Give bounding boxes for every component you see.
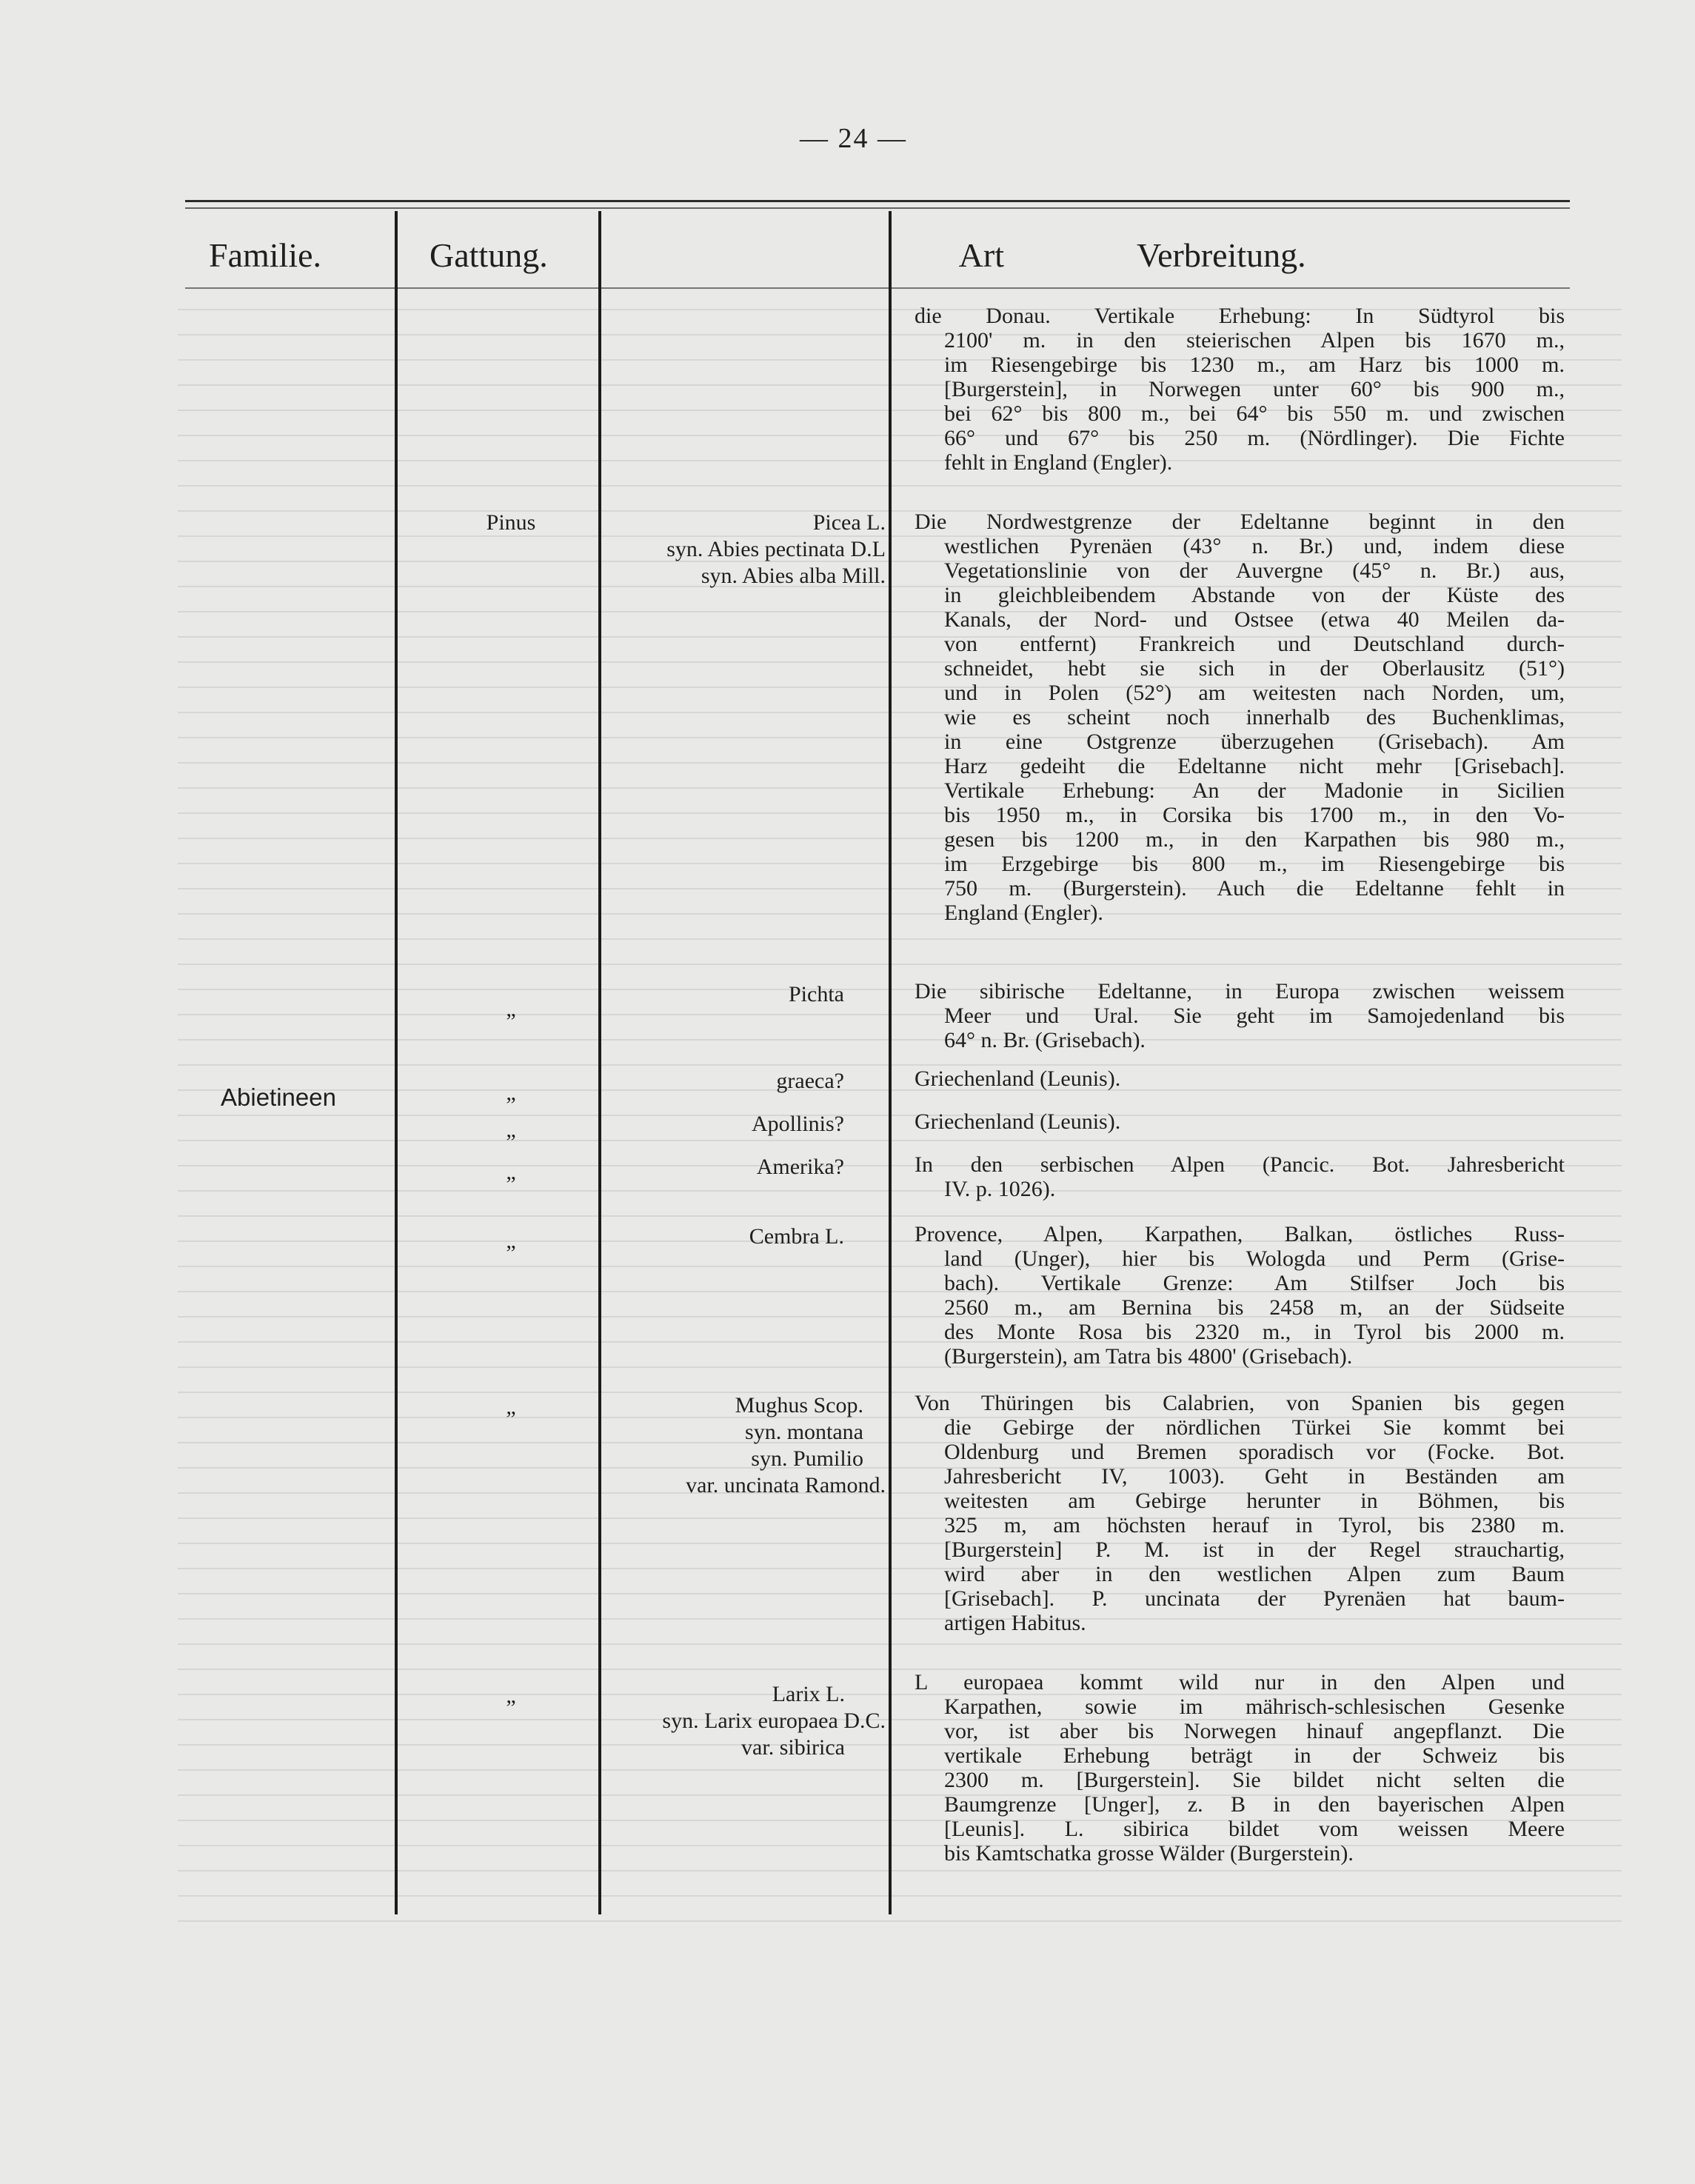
text-line: Griechenland (Leunis). <box>915 1066 1121 1091</box>
header-familie: Familie. <box>209 236 322 274</box>
genus-ditto: „ <box>506 1160 516 1184</box>
text-line: [Burgerstein] P. M. ist in der Regel strauchartig, <box>944 1537 1565 1562</box>
text-line: die Donau. Vertikale Erhebung: In Südtyrol bis <box>915 304 1565 328</box>
distribution-apollinis <box>915 1109 1565 1134</box>
genus-ditto: „ <box>506 1118 516 1142</box>
text-line: von entfernt) Frankreich und Deutschland durch- <box>944 632 1565 656</box>
text-line: bis 1950 m., in Corsika bis 1700 m., in den Vo- <box>944 803 1565 827</box>
text-line: 66° und 67° bis 250 m. (Nördlinger). Die Fichte <box>944 426 1565 450</box>
text-line: bis Kamtschatka grosse Wälder (Burgerstein). <box>944 1841 1354 1866</box>
text-line: im Erzgebirge bis 800 m., im Riesengebirge bis <box>944 852 1565 876</box>
species-line: Larix L. <box>772 1682 845 1706</box>
distribution-mughus <box>915 1391 1565 1635</box>
genus-ditto: „ <box>506 1683 516 1708</box>
species-line: Picea L. <box>812 510 886 535</box>
text-line: Die Nordwestgrenze der Edeltanne beginnt in den <box>915 510 1565 534</box>
distribution-amerika <box>915 1152 1565 1201</box>
text-line: in gleichbleibendem Abstande von der Küste des <box>944 583 1565 607</box>
genus-ditto: „ <box>506 1081 516 1105</box>
text-line: 750 m. (Burgerstein). Auch die Edeltanne fehlt in <box>944 876 1565 901</box>
species-line: var. sibirica <box>741 1735 845 1760</box>
text-line: land (Unger), hier bis Wologda und Perm (Grise- <box>944 1246 1565 1271</box>
text-line: schneidet, hebt sie sich in der Oberlausitz (51°) <box>944 656 1565 681</box>
distribution-fichte <box>915 304 1565 475</box>
text-line: Baumgrenze [Unger], z. B in den bayerischen Alpen <box>944 1792 1565 1817</box>
genus-ditto: „ <box>506 1395 516 1419</box>
text-line: 64° n. Br. (Grisebach). <box>944 1028 1146 1052</box>
text-line: IV. p. 1026). <box>944 1177 1056 1201</box>
distribution-cembra <box>915 1222 1565 1369</box>
text-line: L europaea kommt wild nur in den Alpen und <box>915 1670 1565 1694</box>
column-divider-3 <box>889 211 892 1914</box>
species-amerika: Amerika? <box>756 1155 844 1179</box>
text-line: in eine Ostgrenze überzugehen (Grisebach). Am <box>944 729 1565 754</box>
text-line: weitesten am Gebirge herunter in Böhmen, bis <box>944 1489 1565 1513</box>
text-line: [Leunis]. L. sibirica bildet vom weissen Meere <box>944 1817 1565 1841</box>
header-art: Art <box>958 236 1004 274</box>
text-line: 2560 m., am Bernina bis 2458 m, an der Südseite <box>944 1295 1565 1320</box>
species-larix <box>600 1681 889 1761</box>
distribution-graeca <box>915 1066 1565 1091</box>
text-line: 2100' m. in den steierischen Alpen bis 1670 m., <box>944 328 1565 353</box>
text-line: bei 62° bis 800 m., bei 64° bis 550 m. und zwischen <box>944 401 1565 426</box>
species-line: syn. Pumilio <box>751 1446 863 1471</box>
column-divider-2 <box>598 211 601 1914</box>
distribution-edeltanne <box>915 510 1565 925</box>
text-line: die Gebirge der nördlichen Türkei Sie kommt bei <box>944 1415 1565 1440</box>
column-divider-1 <box>395 211 398 1914</box>
text-line: wird aber in den westlichen Alpen zum Baum <box>944 1562 1565 1586</box>
text-line: artigen Habitus. <box>944 1611 1086 1635</box>
header-verbreitung: Verbreitung. <box>1137 236 1306 274</box>
text-line: Harz gedeiht die Edeltanne nicht mehr [Grisebach]. <box>944 754 1565 778</box>
text-line: Oldenburg und Bremen sporadisch vor (Focke. Bot. <box>944 1440 1565 1464</box>
species-apollinis: Apollinis? <box>752 1112 844 1136</box>
text-line: Griechenland (Leunis). <box>915 1109 1121 1134</box>
text-line: 325 m, am höchsten herauf in Tyrol, bis 2380 m. <box>944 1513 1565 1537</box>
text-line: vor, ist aber bis Norwegen hinauf angepflanzt. Die <box>944 1719 1565 1743</box>
text-line: Jahresbericht IV, 1003). Geht in Beständen am <box>944 1464 1565 1489</box>
text-line: Kanals, der Nord- und Ostsee (etwa 40 Meilen da- <box>944 607 1565 632</box>
text-line: im Riesengebirge bis 1230 m., am Harz bis 1000 m. <box>944 353 1565 377</box>
top-rule-thin <box>185 207 1570 209</box>
text-line: fehlt in England (Engler). <box>944 450 1173 475</box>
text-line: und in Polen (52°) am weitesten nach Norden, um, <box>944 681 1565 705</box>
text-line: des Monte Rosa bis 2320 m., in Tyrol bis 2000 m. <box>944 1320 1565 1344</box>
distribution-larix <box>915 1670 1565 1866</box>
species-graeca: graeca? <box>776 1069 844 1093</box>
species-line: syn. Abies pectinata D.L <box>666 537 886 561</box>
text-line: Provence, Alpen, Karpathen, Balkan, östliches Russ- <box>915 1222 1565 1246</box>
family-abietineen: Abietineen <box>221 1083 336 1111</box>
text-line: England (Engler). <box>944 901 1103 925</box>
genus-ditto: „ <box>506 1229 516 1253</box>
text-line: In den serbischen Alpen (Pancic. Bot. Jahresbericht <box>915 1152 1565 1177</box>
text-line: Die sibirische Edeltanne, in Europa zwischen weissem <box>915 979 1565 1003</box>
text-line: (Burgerstein), am Tatra bis 4800' (Grisebach). <box>944 1344 1353 1369</box>
genus-pinus: Pinus <box>486 510 536 535</box>
species-line: syn. Abies alba Mill. <box>701 564 886 588</box>
text-line: [Grisebach]. P. uncinata der Pyrenäen hat baum- <box>944 1586 1565 1611</box>
text-line: [Burgerstein], in Norwegen unter 60° bis 900 m., <box>944 377 1565 401</box>
text-line: wie es scheint noch innerhalb des Buchenklimas, <box>944 705 1565 729</box>
text-line: Karpathen, sowie im mährisch-schlesischen Gesenke <box>944 1694 1565 1719</box>
page-number: — 24 — <box>800 123 907 154</box>
text-line: Von Thüringen bis Calabrien, von Spanien bis gegen <box>915 1391 1565 1415</box>
species-mughus <box>600 1392 889 1499</box>
distribution-pichta <box>915 979 1565 1052</box>
top-rule <box>185 200 1570 202</box>
text-line: gesen bis 1200 m., in den Karpathen bis 980 m., <box>944 827 1565 852</box>
species-line: syn. Larix europaea D.C. <box>662 1709 886 1733</box>
species-cembra: Cembra L. <box>749 1224 844 1249</box>
text-line: Vegetationslinie von der Auvergne (45° n. Br.) aus, <box>944 558 1565 583</box>
header-gattung: Gattung. <box>429 236 548 274</box>
text-line: vertikale Erhebung beträgt in der Schweiz bis <box>944 1743 1565 1768</box>
text-line: Vertikale Erhebung: An der Madonie in Sicilien <box>944 778 1565 803</box>
species-pichta: Pichta <box>789 982 844 1006</box>
text-line: bach). Vertikale Grenze: Am Stilfser Joch bis <box>944 1271 1565 1295</box>
text-line: westlichen Pyrenäen (43° n. Br.) und, indem diese <box>944 534 1565 558</box>
text-line: 2300 m. [Burgerstein]. Sie bildet nicht selten die <box>944 1768 1565 1792</box>
text-line: Meer und Ural. Sie geht im Samojedenland bis <box>944 1003 1565 1028</box>
genus-ditto: „ <box>506 997 516 1021</box>
species-picea <box>600 510 889 590</box>
species-line: syn. montana <box>745 1420 863 1444</box>
header-rule <box>185 287 1570 289</box>
species-line: var. uncinata Ramond. <box>686 1473 886 1497</box>
species-line: Mughus Scop. <box>735 1393 863 1417</box>
